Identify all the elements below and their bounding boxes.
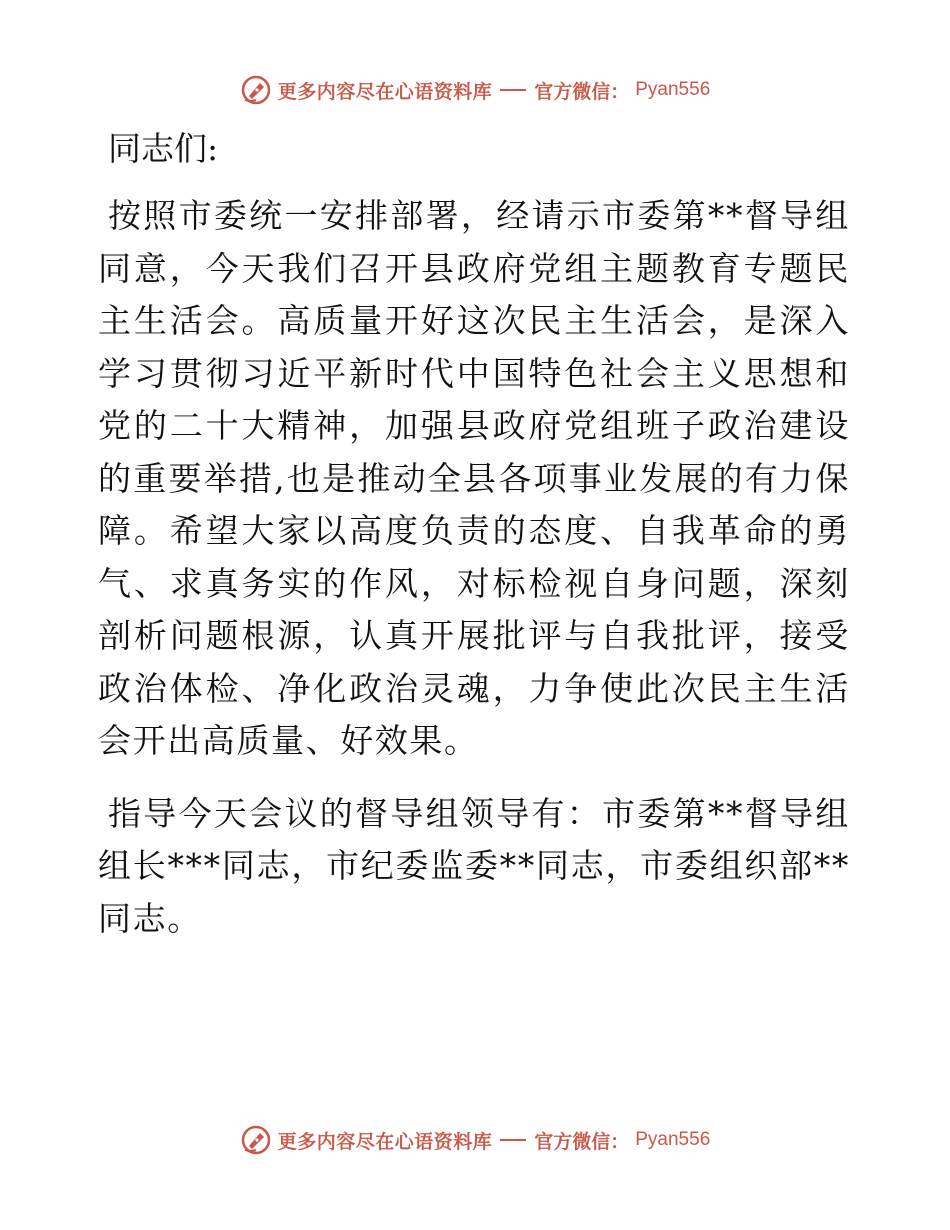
- footer-watermark: [0, 1120, 950, 1160]
- watermark-wechat-id: Pyan556: [635, 1129, 711, 1150]
- watermark-text: 更多内容尽在心语资料库: [277, 80, 493, 103]
- pen-nib-logo-icon: [240, 74, 272, 106]
- salutation: 同志们:: [108, 129, 219, 168]
- watermark-dash: [500, 89, 526, 91]
- document-body: [98, 122, 850, 965]
- paragraph-leaders: 指导今天会议的督导组领导有：市委第**督导组组长***同志，市纪委监委**同志，市委组织部**同志。: [98, 793, 850, 938]
- pen-nib-logo-icon: [240, 1124, 272, 1156]
- watermark-label: 官方微信：: [534, 1130, 630, 1153]
- watermark-label: 官方微信：: [534, 80, 630, 103]
- watermark-dash: [500, 1139, 526, 1141]
- watermark-text: 更多内容尽在心语资料库: [277, 1130, 493, 1153]
- header-watermark: [0, 70, 950, 110]
- watermark-wechat-id: Pyan556: [635, 79, 711, 100]
- paragraph-opening: 按照市委统一安排部署，经请示市委第**督导组同意，今天我们召开县政府党组主题教育专题民主生活会。高质量开好这次民主生活会，是深入学习贯彻习近平新时代中国特色社会主义思想和党的二十大精神，加强县政府党组班子政治建设的重要举措,也是推动全县各项事业发展的有力保障。希望大家以高度负责的态度、自我革命的勇气、求真务实的作风，对标检视自身问题，深刻剖析问题根源，认真开展批评与自我批评，接受政治体检、净化政治灵魂，力争使此次民主生活会开出高质量、好效果。: [98, 196, 850, 760]
